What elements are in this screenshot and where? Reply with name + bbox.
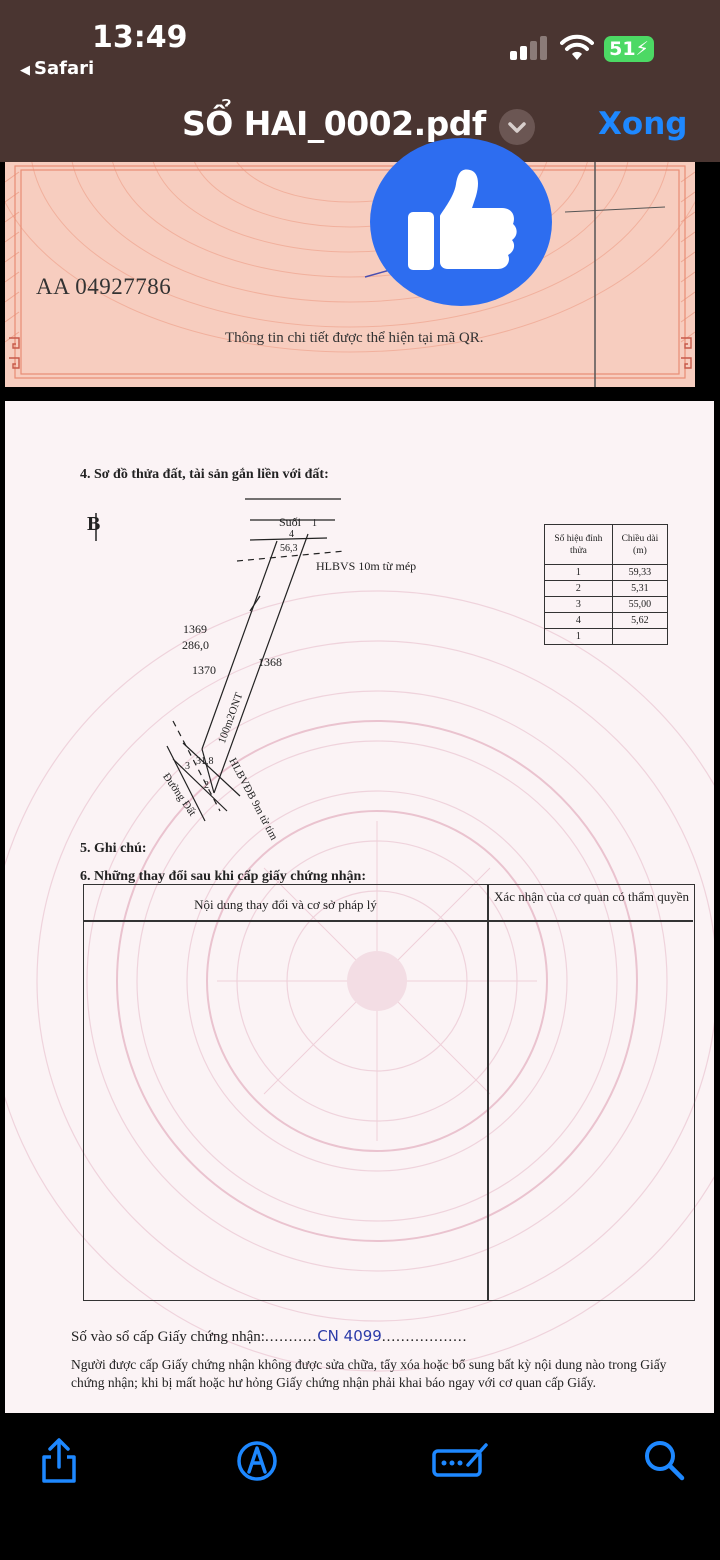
label-hlbvs: HLBVS 10m từ mép <box>316 559 417 573</box>
table-column-divider <box>487 885 489 1300</box>
back-to-app-button[interactable] <box>20 58 94 79</box>
label-point-1: 1 <box>312 518 317 529</box>
register-number: CN 4099 <box>317 1327 382 1345</box>
label-parcel-1369: 1369 <box>183 622 207 636</box>
footer-note: Người được cấp Giấy chứng nhận không được sửa chữa, tẩy xóa hoặc bổ sung bất kỳ nội dung nào trong Giấy chứng nhận; khi bị mất hoặc hư hỏng Giấy chứng nhận phải khai báo ngay với cơ quan cấp Giấy. <box>71 1357 667 1390</box>
status-time: 13:49 <box>92 20 188 55</box>
pdf-page-2[interactable] <box>5 401 714 1413</box>
section-4-heading: 4. Sơ đồ thửa đất, tài sản gắn liền với đất: <box>80 467 329 482</box>
top-bar <box>0 0 720 162</box>
back-triangle-icon: ◀ <box>20 63 30 78</box>
bottom-toolbar <box>0 1413 720 1560</box>
table-row: 1 59,33 <box>545 565 668 581</box>
document-title[interactable]: SỔ HAI_0002.pdf <box>182 104 486 143</box>
table-header-point: Số hiệu đỉnh thửa <box>545 525 613 565</box>
like-badge[interactable] <box>370 138 552 306</box>
done-button[interactable]: Xong <box>598 106 688 142</box>
table-row: 2 5,31 <box>545 581 668 597</box>
battery-indicator <box>604 36 654 62</box>
label-road: Đường Đất <box>160 771 199 819</box>
thumbs-up-icon <box>370 138 552 306</box>
pdf-page-1-bottom <box>5 162 695 387</box>
vertex-length-table <box>544 524 668 645</box>
markup-icon[interactable] <box>232 1435 282 1485</box>
label-area: 286,0 <box>182 638 209 652</box>
scan-icon[interactable] <box>430 1435 490 1485</box>
label-hlbvdb: HLBVĐB 9m từ tim <box>226 756 280 843</box>
label-point-2: 2 <box>204 780 209 791</box>
label-point-4: 4 <box>289 529 294 540</box>
section-6-heading: 6. Những thay đổi sau khi cấp giấy chứng nhận: <box>80 869 367 884</box>
qr-note: Thông tin chi tiết được thể hiện tại mã QR. <box>225 330 484 346</box>
share-icon[interactable] <box>34 1435 84 1485</box>
register-label: Số vào sổ cấp Giấy chứng nhận: <box>71 1329 265 1345</box>
label-point-3: 3 <box>185 761 190 772</box>
signal-icon <box>510 36 548 60</box>
battery-level: 51 <box>609 38 636 60</box>
label-dim-bottom: 31,8 <box>196 756 214 767</box>
changes-header-confirmation: Xác nhận của cơ quan có thẩm quyền <box>494 889 689 904</box>
search-icon[interactable] <box>640 1435 690 1485</box>
table-row: 3 55,00 <box>545 597 668 613</box>
wifi-icon <box>560 34 594 62</box>
table-header-divider <box>84 920 693 922</box>
table-header-length: Chiều dài (m) <box>612 525 667 565</box>
label-dim-top: 56,3 <box>280 543 298 554</box>
page-gap <box>0 387 720 401</box>
label-land-use: 100m2ONT <box>216 691 246 746</box>
north-arrow: B <box>87 513 101 535</box>
table-row: 4 5,62 <box>545 613 668 629</box>
label-suoi: Suối <box>279 515 302 529</box>
certificate-serial: AA 04927786 <box>36 274 172 299</box>
register-number-line: Số vào sổ cấp Giấy chứng nhận:...........CN 4099.................. <box>71 1327 468 1345</box>
back-app-label: Safari <box>34 58 95 79</box>
charging-bolt-icon: ⚡ <box>635 38 649 60</box>
label-parcel-1370: 1370 <box>192 663 216 677</box>
table-row: 1 <box>545 629 668 645</box>
section-5-heading: 5. Ghi chú: <box>80 841 147 856</box>
changes-table <box>83 884 695 1301</box>
changes-header-content: Nội dung thay đổi và cơ sở pháp lý <box>194 897 377 912</box>
label-parcel-1368: 1368 <box>258 655 282 669</box>
